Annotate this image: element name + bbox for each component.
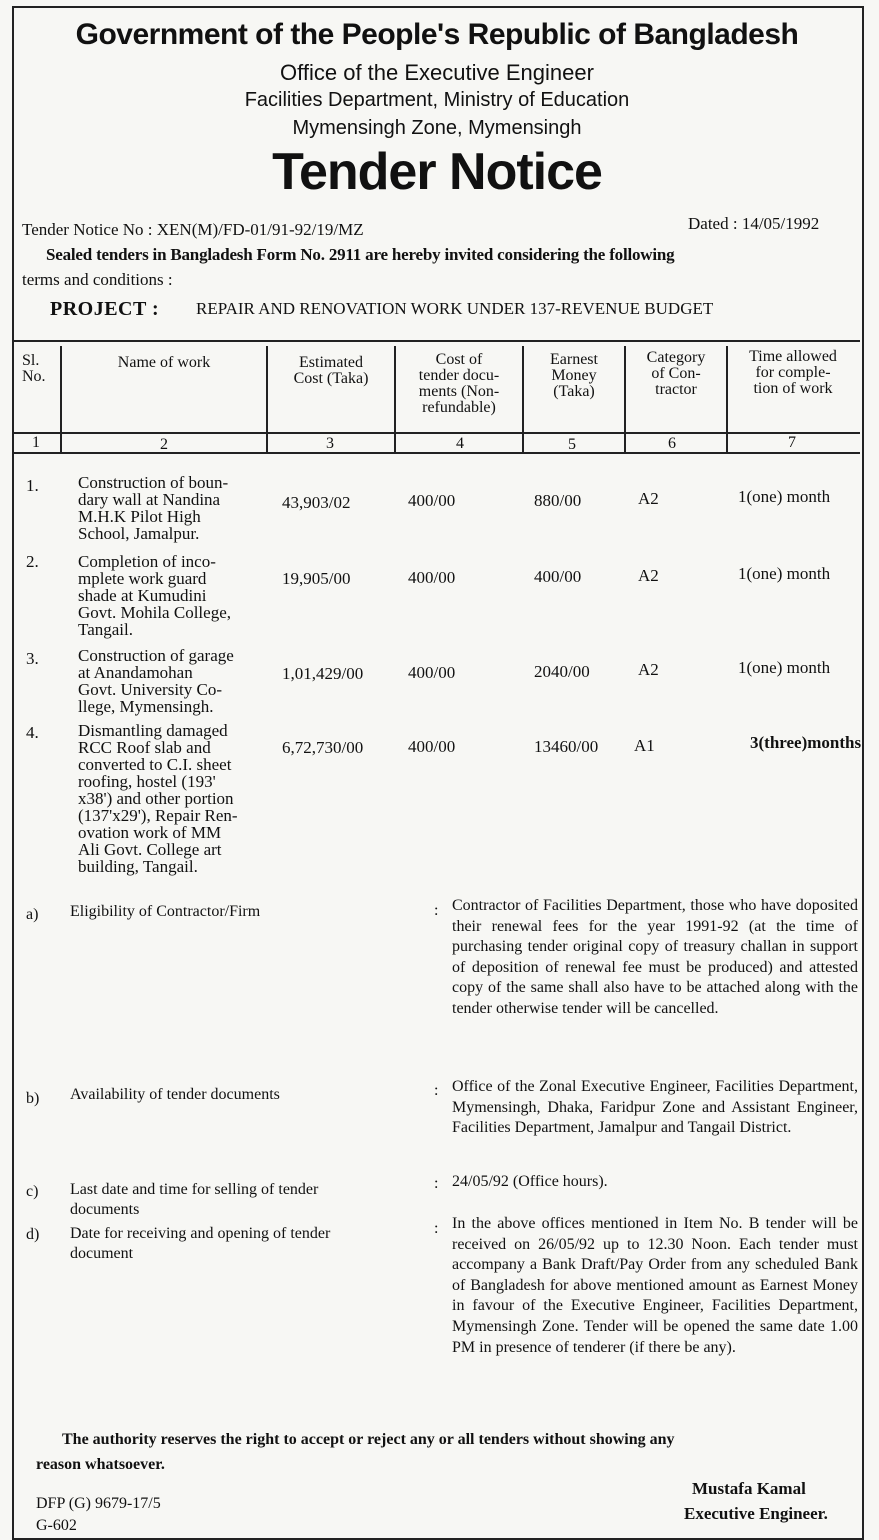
row-cost: 6,72,730/00 <box>282 738 364 757</box>
header-docs: Cost of tender docu- ments (Non- refundable) <box>418 351 500 416</box>
signatory-title: Executive Engineer. <box>684 1504 828 1523</box>
row-name: Construction of garage at Anandamohan Govt. University Co- llege, Mymensingh. <box>78 646 234 716</box>
intro-line-1: Sealed tenders in Bangladesh Form No. 2911 are hereby invited considering the following <box>46 245 675 264</box>
row-name: Completion of inco- mplete work guard shade at Kumudini Govt. Mohila College, Tangail. <box>78 552 231 639</box>
row-docs: 400/00 <box>408 491 456 510</box>
condition-text: 24/05/92 (Office hours). <box>452 1173 608 1190</box>
row-earnest: 13460/00 <box>534 737 599 756</box>
column-number: 4 <box>456 435 464 452</box>
column-number: 6 <box>668 435 676 452</box>
row-sl: 2. <box>26 552 39 571</box>
row-category: A2 <box>638 566 659 585</box>
condition-letter: a) <box>26 906 39 923</box>
reservation-line-2: reason whatsoever. <box>36 1456 165 1473</box>
column-number: 1 <box>32 434 40 451</box>
signatory-name: Mustafa Kamal <box>692 1479 806 1498</box>
row-time: 1(one) month <box>738 487 831 506</box>
row-docs: 400/00 <box>408 737 456 756</box>
notice-date: Dated : 14/05/1992 <box>688 214 820 233</box>
header-cost: Estimated Cost (Taka) <box>293 354 369 387</box>
condition-colon: : <box>434 902 439 919</box>
row-sl: 3. <box>26 649 39 668</box>
government-heading: Government of the People's Republic of Bangladesh <box>75 18 799 51</box>
row-docs: 400/00 <box>408 663 456 682</box>
intro-line-2: terms and conditions : <box>22 270 173 289</box>
row-name: Construction of boun- dary wall at Nandina M.H.K Pilot High School, Jamalpur. <box>78 473 229 543</box>
project-label: PROJECT : <box>50 298 160 320</box>
row-sl: 1. <box>26 476 39 495</box>
condition-letter: d) <box>26 1226 40 1243</box>
condition-label: Date for receiving and opening of tender document <box>70 1225 331 1262</box>
condition-label: Last date and time for selling of tender documents <box>70 1181 319 1218</box>
header-name: Name of work <box>117 354 211 371</box>
g-code: G-602 <box>36 1517 77 1534</box>
condition-letter: c) <box>26 1183 39 1200</box>
row-earnest: 400/00 <box>534 567 582 586</box>
row-cost: 43,903/02 <box>282 493 351 512</box>
condition-label: Availability of tender documents <box>70 1086 280 1103</box>
row-time: 1(one) month <box>738 564 831 583</box>
table-header-rule <box>14 432 860 434</box>
header-category: Category of Con- tractor <box>646 349 706 398</box>
row-time: 3(three)months <box>750 733 862 752</box>
dfp-code: DFP (G) 9679-17/5 <box>36 1495 161 1512</box>
condition-colon: : <box>434 1082 439 1099</box>
condition-text: In the above offices mentioned in Item No. B tender will be received on 26/05/92 up to 12.30 Noon. Each tender must accompany a Bank Draft/Pay Order from any scheduled Bank of Bangladesh for above mentioned amount as Earnest Money in favour of the Executive Engineer, Facilities Department, Mymensingh Zone. Tender will be opened the same date 1.00 PM in presence of tenderer (if there be any). <box>452 1215 858 1356</box>
header-earnest: Earnest Money (Taka) <box>550 351 598 400</box>
row-category: A1 <box>634 736 655 755</box>
row-category: A2 <box>638 489 659 508</box>
department-heading: Facilities Department, Ministry of Education <box>244 89 630 111</box>
row-docs: 400/00 <box>408 568 456 587</box>
column-number: 3 <box>326 435 334 452</box>
project-value: REPAIR AND RENOVATION WORK UNDER 137-REVENUE BUDGET <box>196 299 714 318</box>
tender-notice-number: Tender Notice No : XEN(M)/FD-01/91-92/19/MZ <box>22 220 364 239</box>
row-time: 1(one) month <box>738 658 831 677</box>
page-title: Tender Notice <box>272 143 602 201</box>
zone-heading: Mymensingh Zone, Mymensingh <box>292 117 582 139</box>
condition-text: Office of the Zonal Executive Engineer, Facilities Department, Mymensingh, Dhaka, Faridpur Zone and Assistant Engineer, Facilities Department, Jamalpur and Tangail District. <box>452 1078 858 1137</box>
column-number: 5 <box>568 436 576 453</box>
column-number: 7 <box>788 434 796 451</box>
table-top-rule <box>14 340 860 342</box>
condition-colon: : <box>434 1175 439 1192</box>
condition-label: Eligibility of Contractor/Firm <box>70 903 261 920</box>
header-sl: Sl. No. <box>22 352 46 385</box>
row-earnest: 2040/00 <box>534 662 590 681</box>
condition-text: Contractor of Facilities Department, those who have doposited their renewal fees for the year 1991-92 (at the time of purchasing tender original copy of treasury challan in support of deposition of renewal fee must be produced) and attested copy of the same shall also have to be attached along with the tender otherwise tender will be cancelled. <box>452 897 858 1017</box>
condition-colon: : <box>434 1220 439 1237</box>
row-cost: 19,905/00 <box>282 569 351 588</box>
reservation-line-1: The authority reserves the right to accept or reject any or all tenders without showing any <box>62 1431 675 1448</box>
condition-letter: b) <box>26 1090 40 1107</box>
row-name: Dismantling damaged RCC Roof slab and converted to C.I. sheet roofing, hostel (193' x38') and other portion (137'x29'), Repair Ren- ovation work of MM Ali Govt. College art building, Tangail. <box>78 721 238 876</box>
row-category: A2 <box>638 660 659 679</box>
row-sl: 4. <box>26 723 39 742</box>
row-earnest: 880/00 <box>534 491 582 510</box>
column-number: 2 <box>160 436 168 453</box>
row-cost: 1,01,429/00 <box>282 664 364 683</box>
office-heading: Office of the Executive Engineer <box>280 60 594 85</box>
header-time: Time allowed for comple- tion of work <box>749 348 837 397</box>
table-number-rule <box>14 452 860 454</box>
